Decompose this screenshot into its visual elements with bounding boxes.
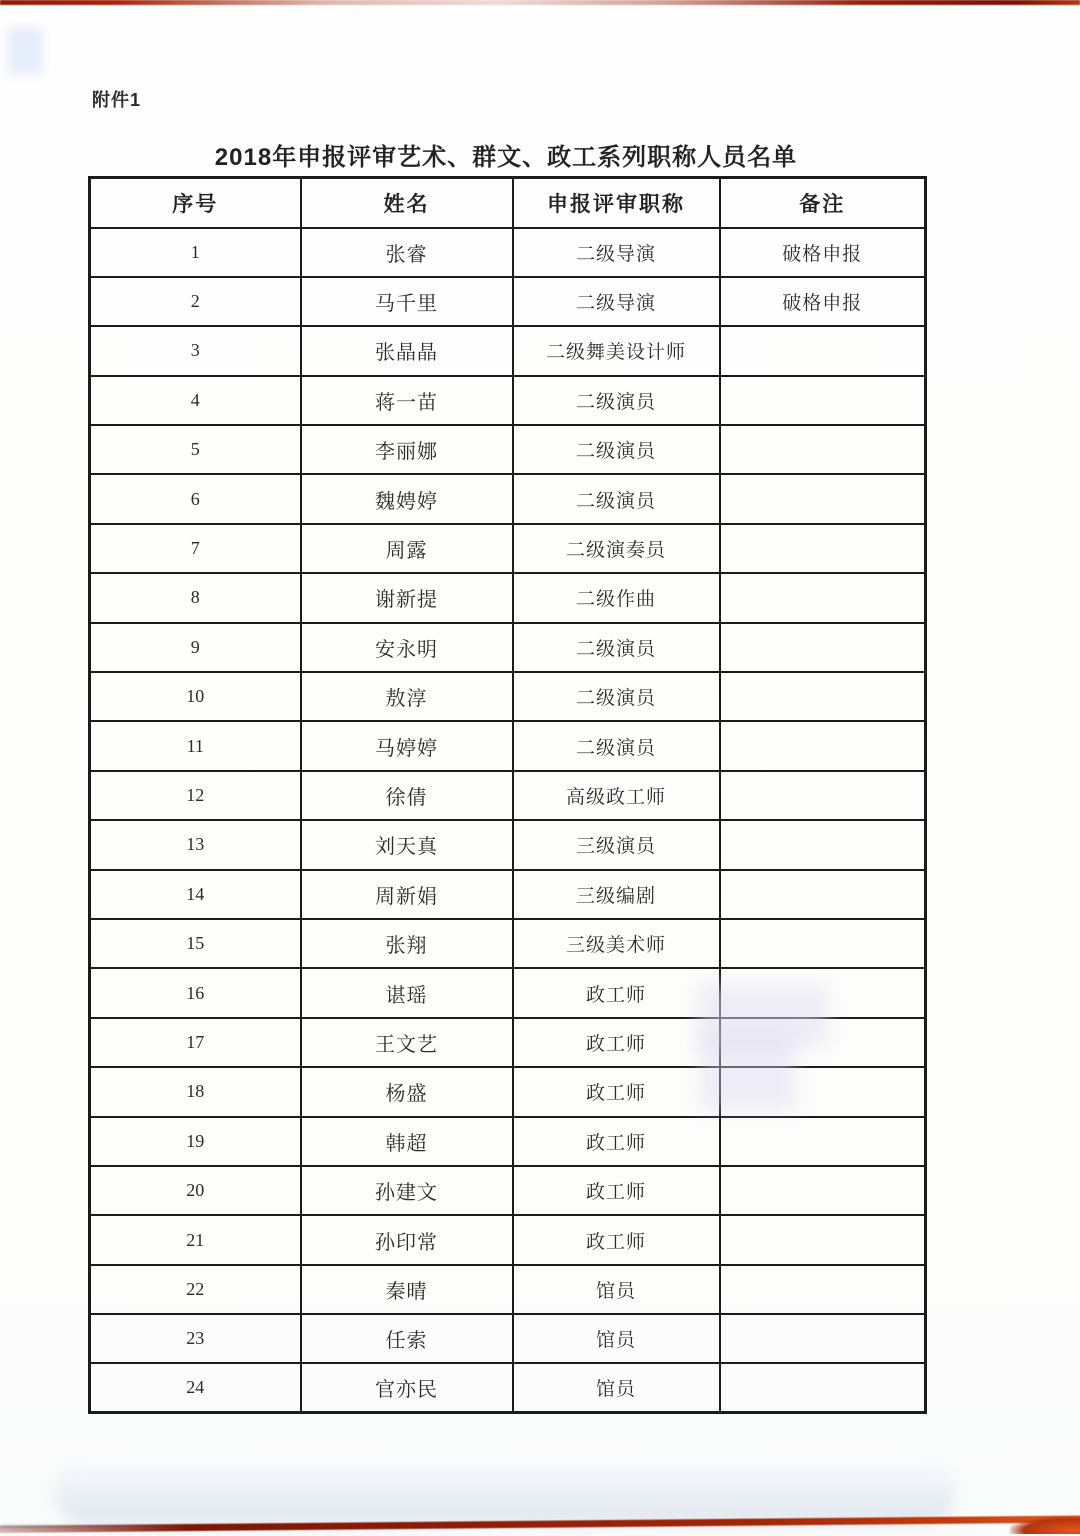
table-row <box>90 672 926 721</box>
table-row <box>90 425 926 474</box>
table-row <box>90 870 926 919</box>
table-row <box>90 1363 926 1412</box>
personnel-table <box>88 176 927 1414</box>
cell-no: 6 <box>90 474 301 523</box>
cell-remark <box>720 1067 926 1116</box>
cell-no: 5 <box>90 425 301 474</box>
cell-name: 谢新提 <box>301 573 513 622</box>
cell-name: 张晶晶 <box>301 326 513 375</box>
table-row <box>90 573 926 622</box>
cell-title: 政工师 <box>513 1018 720 1067</box>
cell-no: 17 <box>90 1018 301 1067</box>
cell-title: 政工师 <box>513 1215 720 1264</box>
table-row <box>90 1314 926 1363</box>
cell-remark <box>720 771 926 820</box>
cell-name: 蒋一苗 <box>301 376 513 425</box>
table-row <box>90 623 926 672</box>
cell-remark <box>720 573 926 622</box>
cell-name: 马婷婷 <box>301 721 513 770</box>
cell-no: 11 <box>90 721 301 770</box>
cell-name: 谌瑶 <box>301 968 513 1017</box>
cell-remark <box>720 672 926 721</box>
table-row <box>90 968 926 1017</box>
cell-remark <box>720 721 926 770</box>
cell-no: 21 <box>90 1215 301 1264</box>
cell-name: 王文艺 <box>301 1018 513 1067</box>
cell-no: 20 <box>90 1166 301 1215</box>
cell-title: 政工师 <box>513 1067 720 1116</box>
cell-remark <box>720 524 926 573</box>
cell-remark <box>720 623 926 672</box>
cell-title: 二级演员 <box>513 721 720 770</box>
column-header: 申报评审职称 <box>513 178 720 228</box>
table-row <box>90 919 926 968</box>
cell-name: 敖淳 <box>301 672 513 721</box>
cell-name: 周新娟 <box>301 870 513 919</box>
table-row <box>90 524 926 573</box>
cell-remark <box>720 1215 926 1264</box>
cell-remark <box>720 1265 926 1314</box>
cell-title: 二级演员 <box>513 474 720 523</box>
table-row <box>90 1166 926 1215</box>
cell-no: 1 <box>90 228 301 277</box>
cell-name: 张翔 <box>301 919 513 968</box>
cell-name: 安永明 <box>301 623 513 672</box>
cell-remark <box>720 326 926 375</box>
cell-name: 任索 <box>301 1314 513 1363</box>
cell-no: 9 <box>90 623 301 672</box>
table-row <box>90 277 926 326</box>
cell-no: 24 <box>90 1363 301 1412</box>
cell-no: 16 <box>90 968 301 1017</box>
table-row <box>90 1265 926 1314</box>
table-row <box>90 721 926 770</box>
cell-no: 7 <box>90 524 301 573</box>
cell-remark <box>720 474 926 523</box>
cell-title: 政工师 <box>513 968 720 1017</box>
cell-no: 13 <box>90 820 301 869</box>
cell-name: 张睿 <box>301 228 513 277</box>
table-header-row <box>90 178 926 228</box>
cell-title: 三级美术师 <box>513 919 720 968</box>
cell-name: 魏娉婷 <box>301 474 513 523</box>
cell-no: 2 <box>90 277 301 326</box>
cell-remark <box>720 1363 926 1412</box>
cell-no: 22 <box>90 1265 301 1314</box>
cell-title: 二级演员 <box>513 425 720 474</box>
table-row <box>90 1067 926 1116</box>
cell-title: 高级政工师 <box>513 771 720 820</box>
cell-name: 李丽娜 <box>301 425 513 474</box>
table-row <box>90 376 926 425</box>
cell-title: 二级导演 <box>513 277 720 326</box>
cell-remark <box>720 870 926 919</box>
cell-remark <box>720 1117 926 1166</box>
cell-name: 孙印常 <box>301 1215 513 1264</box>
table-row <box>90 771 926 820</box>
cell-remark <box>720 820 926 869</box>
cell-no: 19 <box>90 1117 301 1166</box>
scan-edge-top <box>0 0 1080 5</box>
cell-name: 周露 <box>301 524 513 573</box>
cell-name: 韩超 <box>301 1117 513 1166</box>
cell-remark <box>720 425 926 474</box>
cell-no: 3 <box>90 326 301 375</box>
table-row <box>90 228 926 277</box>
cell-title: 二级演奏员 <box>513 524 720 573</box>
cell-name: 徐倩 <box>301 771 513 820</box>
cell-remark: 破格申报 <box>720 277 926 326</box>
cell-remark <box>720 968 926 1017</box>
cell-title: 二级演员 <box>513 376 720 425</box>
cell-title: 二级作曲 <box>513 573 720 622</box>
cell-name: 杨盛 <box>301 1067 513 1116</box>
cell-no: 15 <box>90 919 301 968</box>
page-title: 2018年申报评审艺术、群文、政工系列职称人员名单 <box>214 144 798 171</box>
cell-no: 8 <box>90 573 301 622</box>
cell-title: 政工师 <box>513 1117 720 1166</box>
cell-title: 二级舞美设计师 <box>513 326 720 375</box>
table-row <box>90 474 926 523</box>
cell-remark <box>720 1018 926 1067</box>
scan-shadow-bottom <box>55 1460 955 1524</box>
cell-remark <box>720 919 926 968</box>
cell-remark <box>720 1314 926 1363</box>
cell-title: 二级演员 <box>513 623 720 672</box>
cell-title: 馆员 <box>513 1265 720 1314</box>
cell-title: 二级演员 <box>513 672 720 721</box>
cell-title: 馆员 <box>513 1363 720 1412</box>
column-header: 备注 <box>720 178 926 228</box>
cell-no: 23 <box>90 1314 301 1363</box>
table-row <box>90 326 926 375</box>
cell-title: 政工师 <box>513 1166 720 1215</box>
cell-name: 孙建文 <box>301 1166 513 1215</box>
cell-title: 馆员 <box>513 1314 720 1363</box>
cell-name: 秦晴 <box>301 1265 513 1314</box>
cell-no: 4 <box>90 376 301 425</box>
cell-no: 10 <box>90 672 301 721</box>
cell-title: 三级编剧 <box>513 870 720 919</box>
column-header: 姓名 <box>301 178 513 228</box>
cell-remark <box>720 1166 926 1215</box>
cell-remark: 破格申报 <box>720 228 926 277</box>
cell-remark <box>720 376 926 425</box>
attachment-label: 附件1 <box>92 90 142 110</box>
table-row <box>90 820 926 869</box>
cell-name: 官亦民 <box>301 1363 513 1412</box>
cell-title: 三级演员 <box>513 820 720 869</box>
table-row <box>90 1215 926 1264</box>
cell-name: 马千里 <box>301 277 513 326</box>
cell-no: 18 <box>90 1067 301 1116</box>
scan-smudge <box>8 28 42 74</box>
cell-title: 二级导演 <box>513 228 720 277</box>
column-header: 序号 <box>90 178 301 228</box>
table-row <box>90 1018 926 1067</box>
table-row <box>90 1117 926 1166</box>
cell-name: 刘天真 <box>301 820 513 869</box>
scan-edge-bottom-corner <box>1010 1516 1080 1534</box>
cell-no: 12 <box>90 771 301 820</box>
cell-no: 14 <box>90 870 301 919</box>
